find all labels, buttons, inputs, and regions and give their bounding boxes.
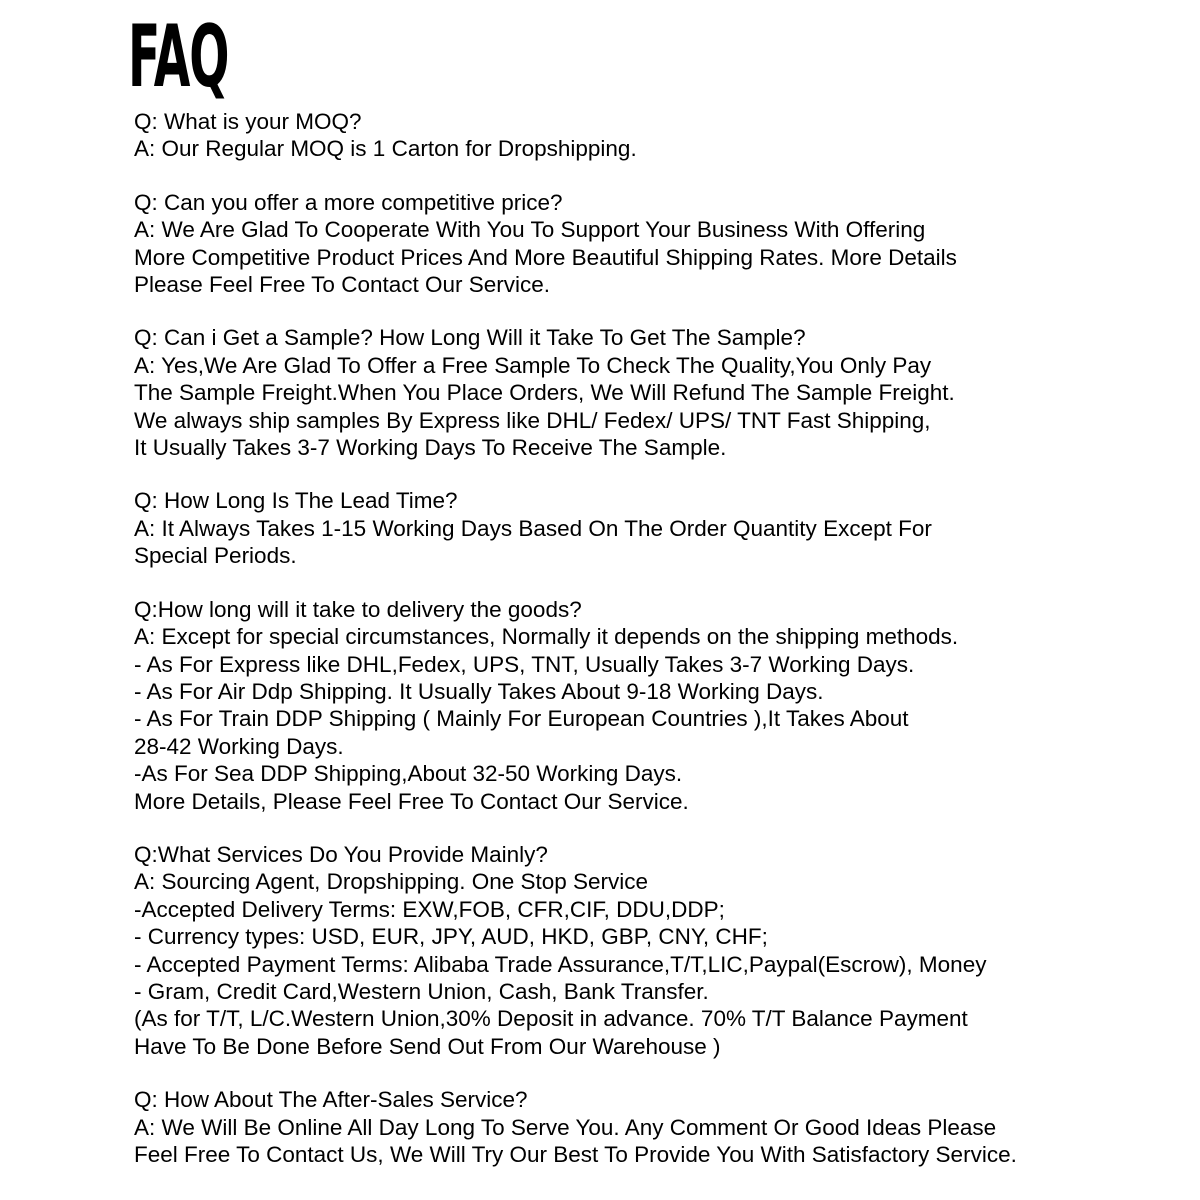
- question-line: Q:What Services Do You Provide Mainly?: [134, 841, 548, 867]
- answer-line: A: Yes,We Are Glad To Offer a Free Sample To Check The Quality,You Only Pay: [134, 352, 932, 378]
- answer-line: A: It Always Takes 1-15 Working Days Based On The Order Quantity Except For: [134, 515, 932, 541]
- answer-line: - Accepted Payment Terms: Alibaba Trade Assurance,T/T,LIC,Paypal(Escrow), Money: [134, 951, 987, 977]
- question-line: Q: How About The After-Sales Service?: [134, 1087, 528, 1113]
- answer-line: The Sample Freight.When You Place Orders, We Will Refund The Sample Freight.: [134, 380, 955, 406]
- answer-line: - Currency types: USD, EUR, JPY, AUD, HKD, GBP, CNY, CHF;: [134, 924, 768, 950]
- faq-section-lead-time: [134, 487, 1174, 569]
- question-line: Q:How long will it take to delivery the goods?: [134, 596, 582, 622]
- page-title: FAQ: [128, 7, 229, 107]
- answer-line: More Competitive Product Prices And More Beautiful Shipping Rates. More Details: [134, 244, 957, 270]
- answer-line: -Accepted Delivery Terms: EXW,FOB, CFR,CIF, DDU,DDP;: [134, 896, 725, 922]
- faq-content: [134, 108, 1174, 1168]
- answer-line: A: We Will Be Online All Day Long To Serve You. Any Comment Or Good Ideas Please: [134, 1114, 997, 1140]
- question-line: Q: Can you offer a more competitive price?: [134, 189, 563, 215]
- faq-section-moq: [134, 108, 1174, 163]
- faq-section-services: [134, 841, 1174, 1060]
- answer-line: We always ship samples By Express like DHL/ Fedex/ UPS/ TNT Fast Shipping,: [134, 407, 931, 433]
- answer-line: A: Our Regular MOQ is 1 Carton for Dropshipping.: [134, 136, 637, 162]
- answer-line: - Gram, Credit Card,Western Union, Cash, Bank Transfer.: [134, 978, 709, 1004]
- answer-line: A: We Are Glad To Cooperate With You To Support Your Business With Offering: [134, 217, 926, 243]
- answer-line: A: Except for special circumstances, Normally it depends on the shipping methods.: [134, 624, 959, 650]
- answer-line: A: Sourcing Agent, Dropshipping. One Stop Service: [134, 869, 649, 895]
- faq-section-sample: [134, 324, 1174, 461]
- faq-section-after-sales: [134, 1086, 1174, 1168]
- answer-line: Feel Free To Contact Us, We Will Try Our Best To Provide You With Satisfactory Service.: [134, 1142, 1017, 1167]
- answer-line: More Details, Please Feel Free To Contact Our Service.: [134, 788, 689, 814]
- answer-line: 28-42 Working Days.: [134, 733, 344, 759]
- question-line: Q: Can i Get a Sample? How Long Will it Take To Get The Sample?: [134, 325, 806, 351]
- answer-line: It Usually Takes 3-7 Working Days To Receive The Sample.: [134, 435, 727, 461]
- answer-line: Please Feel Free To Contact Our Service.: [134, 272, 551, 298]
- question-line: Q: How Long Is The Lead Time?: [134, 488, 458, 514]
- answer-line: - As For Air Ddp Shipping. It Usually Takes About 9-18 Working Days.: [134, 678, 824, 704]
- answer-line: Have To Be Done Before Send Out From Our Warehouse ): [134, 1033, 721, 1059]
- faq-section-price: [134, 189, 1174, 299]
- answer-line: - As For Train DDP Shipping ( Mainly For European Countries ),It Takes About: [134, 706, 909, 732]
- answer-line: - As For Express like DHL,Fedex, UPS, TNT, Usually Takes 3-7 Working Days.: [134, 651, 915, 677]
- faq-section-delivery: [134, 596, 1174, 815]
- answer-line: Special Periods.: [134, 543, 297, 569]
- answer-line: (As for T/T, L/C.Western Union,30% Deposit in advance. 70% T/T Balance Payment: [134, 1006, 968, 1032]
- answer-line: -As For Sea DDP Shipping,About 32-50 Working Days.: [134, 761, 683, 787]
- question-line: Q: What is your MOQ?: [134, 109, 362, 134]
